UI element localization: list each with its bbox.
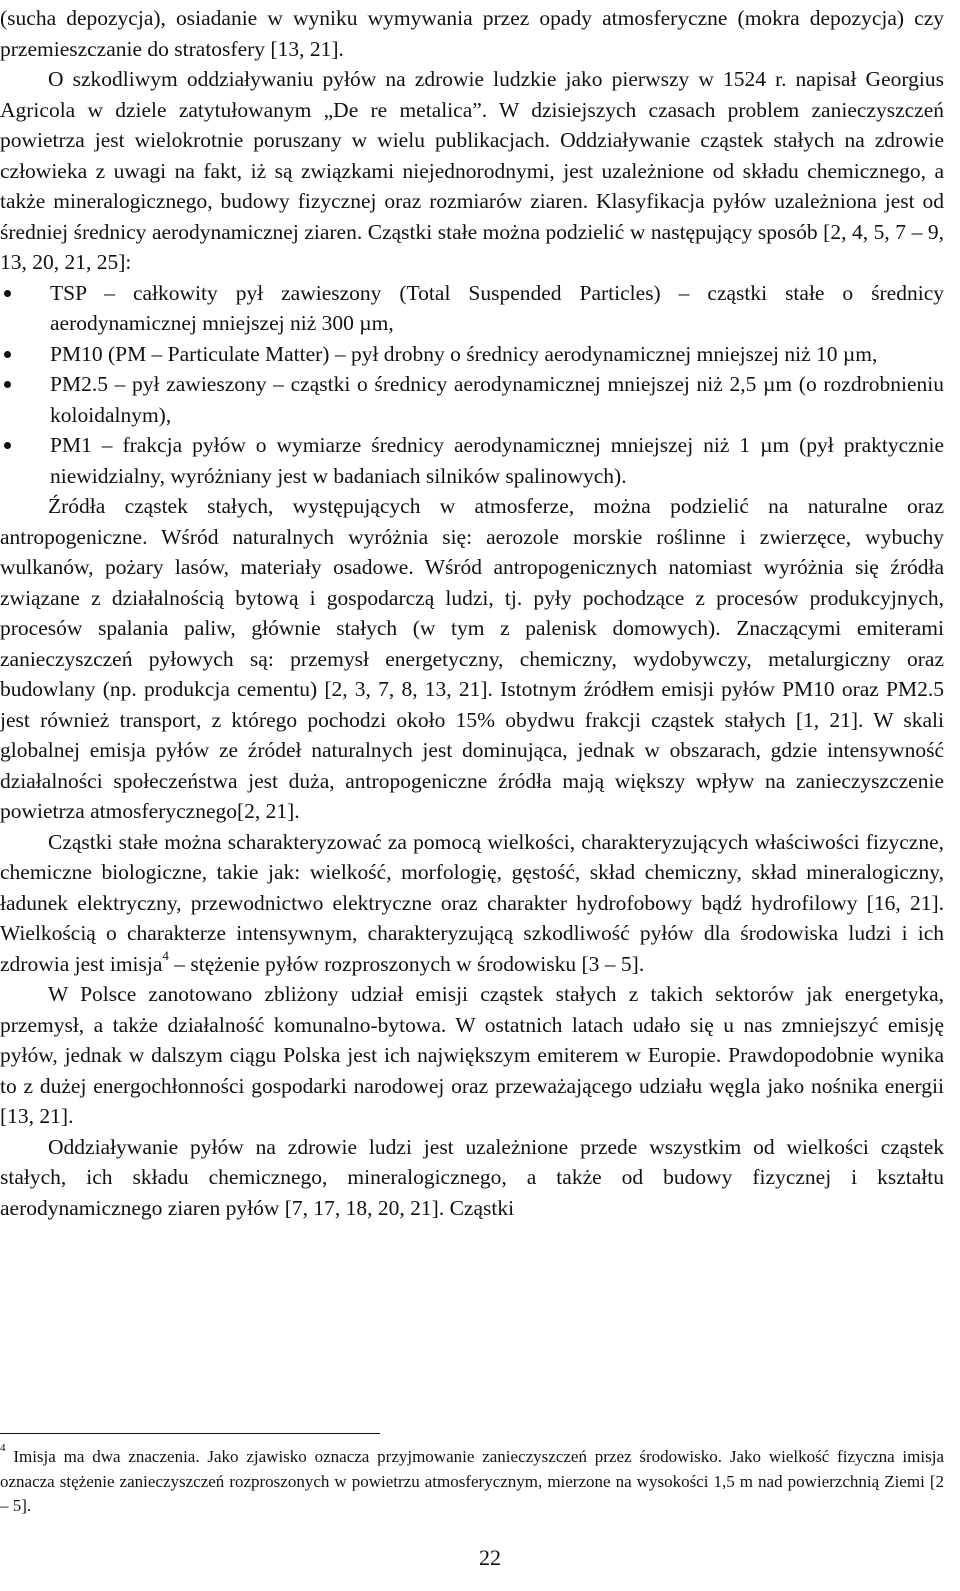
list-item xyxy=(0,278,944,339)
footnote-reference: 4 xyxy=(162,948,169,964)
paragraph xyxy=(0,827,944,980)
bullet-icon xyxy=(4,290,11,297)
paragraph: W Polsce zanotowano zbliżony udział emisji cząstek stałych z takich sektorów jak energetyka, przemysł, a także działalność komunalno-bytowa. W ostatnich latach udało się u nas zmniejszyć emisję pyłów, jednak w dalszym ciągu Polska jest ich największym emiterem w Europie. Prawdopodobnie wynika to z dużej energochłonności gospodarki narodowej oraz przeważającego udziału węgla jako nośnika energii [13, 21]. xyxy=(0,982,944,1128)
list-item-text: PM1 – frakcja pyłów o wymiarze średnicy aerodynamicznej mniejszej niż 1 µm (pył praktycznie niewidzialny, wyróżniany jest w badaniach silników spalinowych). xyxy=(50,433,944,488)
list-item xyxy=(0,339,944,370)
paragraph: Oddziaływanie pyłów na zdrowie ludzi jest uzależnione przede wszystkim od wielkości cząstek stałych, ich składu chemicznego, mineralogicznego, a także od budowy fizycznej i kształtu aerodynamicznego ziaren pyłów [7, 17, 18, 20, 21]. Cząstki xyxy=(0,1134,944,1220)
footnote-divider xyxy=(0,1433,380,1434)
paragraph: (sucha depozycja), osiadanie w wyniku wymywania przez opady atmosferyczne (mokra depozycja) czy przemieszczanie do stratosfery [13, 21]. xyxy=(0,6,944,61)
list-item-text: PM10 (PM – Particulate Matter) – pył drobny o średnicy aerodynamicznej mniejszej niż 10 µm, xyxy=(50,341,878,366)
particle-classification-list xyxy=(0,278,944,492)
paragraph-text: – stężenie pyłów rozproszonych w środowisku [3 – 5]. xyxy=(168,951,645,976)
paragraph-text: Cząstki stałe można scharakteryzować za pomocą wielkości, charakteryzujących właściwości fizyczne, chemiczne biologiczne, takie jak: wielkość, morfologię, gęstość, skład chemiczny, skład mineralogiczny, ładunek elektryczny, przewodnictwo elektryczne oraz charakter hydrofobowy bądź hydrofilowy [16, 21]. Wielkością o charakterze intensywnym, charakteryzującą szkodliwość pyłów dla środowiska ludzi i ich zdrowia jest imisja xyxy=(0,829,944,976)
bullet-icon xyxy=(4,442,11,449)
main-text xyxy=(0,3,944,1223)
paragraph: Źródła cząstek stałych, występujących w atmosferze, można podzielić na naturalne oraz antropogeniczne. Wśród naturalnych wyróżnia się: aerozole morskie roślinne i zwierzęce, wybuchy wulkanów, pożary lasów, materiały osadowe. Wśród antropogenicznych natomiast wyróżnia się źródła związane z działalnością bytową i gospodarczą ludzi, tj. pyły pochodzące z procesów produkcyjnych, procesów spalania paliw, głównie stałych (w tym z palenisk domowych). Znaczącymi emiterami zanieczyszczeń pyłowych są: przemysł energetyczny, chemiczny, wydobywczy, metalurgiczny oraz budowlany (np. produkcja cementu) [2, 3, 7, 8, 13, 21]. Istotnym źródłem emisji pyłów PM10 oraz PM2.5 jest również transport, z którego pochodzi około 15% obydwu frakcji cząstek stałych [1, 21]. W skali globalnej emisja pyłów ze źródeł naturalnych jest dominująca, jednak w obszarach, gdzie intensywność działalności społeczeństwa jest duża, antropogeniczne źródła mają większy wpływ na zanieczyszczenie powietrza atmosferycznego[2, 21]. xyxy=(0,494,944,823)
footnote-text: Imisja ma dwa znaczenia. Jako zjawisko oznacza przyjmowanie zanieczyszczeń przez środowisko. Jako wielkość fizyczna imisja oznacza stężenie zanieczyszczeń rozproszonych w powietrzu atmosferycznym, mierzone na wysokości 1,5 m nad powierzchnią Ziemi [2 – 5]. xyxy=(0,1447,944,1515)
paragraph: O szkodliwym oddziaływaniu pyłów na zdrowie ludzkie jako pierwszy w 1524 r. napisał Georgius Agricola w dziele zatytułowanym „De re metalica”. W dzisiejszych czasach problem zanieczyszczeń powietrza jest wielokrotnie poruszany w wielu publikacjach. Oddziaływanie cząstek stałych na zdrowie człowieka z uwagi na fakt, iż są związkami niejednorodnymi, jest uzależnione od składu chemicznego, a także mineralogicznego, budowy fizycznej oraz rozmiarów ziaren. Klasyfikacja pyłów uzależniona jest od średniej średnicy aerodynamicznej ziaren. Cząstki stałe można podzielić w następujący sposób [2, 4, 5, 7 – 9, 13, 20, 21, 25]: xyxy=(0,67,944,274)
footnote-marker: 4 xyxy=(0,1442,6,1455)
list-item xyxy=(0,369,944,430)
bullet-icon xyxy=(4,351,11,358)
list-item xyxy=(0,430,944,491)
page-number: 22 xyxy=(479,1545,501,1570)
list-item-text: PM2.5 – pył zawieszony – cząstki o średnicy aerodynamicznej mniejszej niż 2,5 µm (o rozdrobnieniu koloidalnym), xyxy=(50,372,944,427)
bullet-icon xyxy=(4,381,11,388)
footnote xyxy=(0,1442,944,1519)
list-item-text: TSP – całkowity pył zawieszony (Total Suspended Particles) – cząstki stałe o średnicy aerodynamicznej mniejszej niż 300 µm, xyxy=(50,280,944,335)
